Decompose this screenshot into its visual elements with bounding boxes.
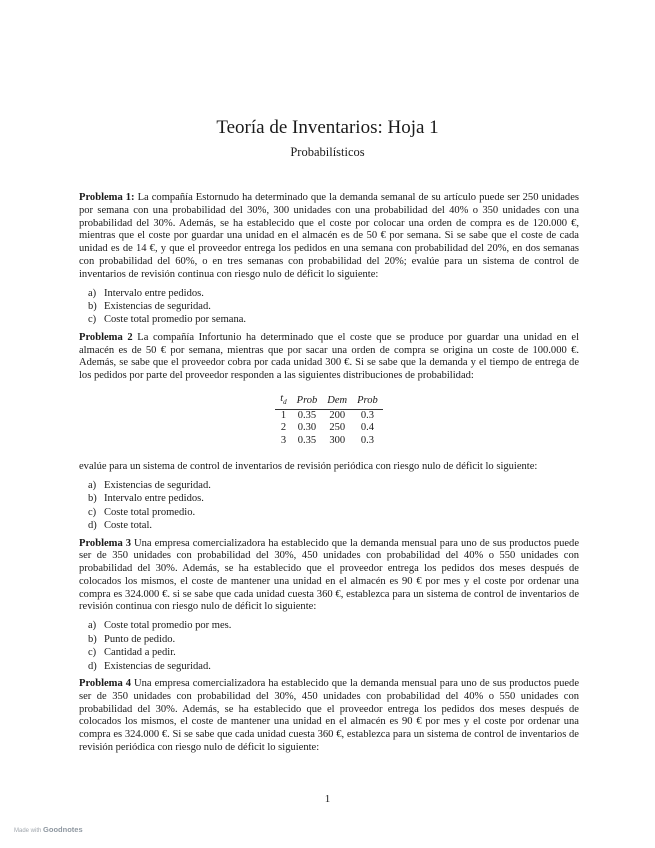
table-cell: 0.35: [297, 409, 317, 421]
problem-1-text: La compañía Estornudo ha determinado que la demanda semanal de su artículo puede ser 250 unidades por semana con una probabilidad del 30%, 300 unidades con una probabilidad del 40% o 350 unidades con una probabilidad del 30%. Además, se ha establecido que el coste por colocar una orden de compra es de 120.000 €, mientras que el coste por guardar una unidad en el almacén es de 50 € por semana. Si se sabe que el coste de cada unidad es de 14 €, y que el proveedor entrega los pedidos en una semana con probabilidad del 20%, en dos semanas con probabilidad del 60%, o en tres semanas con probabilidad del 20%; evalúe para un sistema de control de inventarios de revisión continua con riesgo nulo de déficit lo siguiente:: [79, 192, 579, 280]
problem-2-label: Problema 2: [79, 331, 133, 343]
badge-prefix: Made with: [14, 828, 42, 834]
problem-1: [79, 192, 579, 327]
problem-2-after-text: evalúe para un sistema de control de inventarios de revisión periódica con riesgo nulo de déficit lo siguiente:: [79, 461, 538, 473]
table-header-cell: $t_d$: [275, 393, 291, 409]
list-item-text: Intervalo entre pedidos.: [104, 493, 204, 505]
list-item-label: b): [88, 633, 97, 645]
list-item-label: c): [88, 647, 97, 659]
table-header-row: [275, 393, 383, 409]
document-title: Teoría de Inventarios: Hoja 1: [216, 117, 439, 138]
list-item-label: d): [88, 520, 97, 532]
table-cell: 0.3: [360, 409, 374, 421]
list-item-label: c): [88, 314, 97, 326]
list-item-text: Intervalo entre pedidos.: [104, 287, 204, 299]
table-cell: 0.35: [297, 434, 317, 446]
list-item: [88, 492, 579, 505]
table-header-subscript: d: [283, 398, 287, 407]
list-item-text: Existencias de seguridad.: [104, 660, 211, 672]
list-item-text: Coste total promedio.: [104, 506, 196, 518]
list-item-label: b): [88, 493, 97, 505]
problem-3: [79, 538, 579, 673]
list-item-text: Punto de pedido.: [104, 633, 176, 645]
problem-1-statement: [79, 192, 579, 282]
list-item: [88, 479, 579, 492]
list-item-label: c): [88, 506, 97, 518]
list-item: [88, 619, 579, 632]
table-cell: 0.3: [360, 434, 374, 446]
list-item-text: Cantidad a pedir.: [104, 647, 176, 659]
probability-table: [275, 393, 383, 447]
list-item-label: b): [88, 300, 97, 312]
document-subtitle: Probabilísticos: [290, 145, 365, 159]
list-item: [88, 519, 579, 532]
problem-3-statement: [79, 538, 579, 615]
table-cell: 0.30: [297, 422, 317, 434]
list-item-label: a): [88, 479, 97, 491]
list-item-text: Coste total promedio por mes.: [104, 620, 232, 632]
badge-brand: Goodnotes: [43, 825, 83, 834]
list-item-text: Existencias de seguridad.: [104, 479, 211, 491]
document-body: [79, 192, 579, 755]
list-item: [88, 287, 579, 300]
problem-3-label: Problema 3: [79, 537, 132, 549]
table-cell: 1: [280, 409, 287, 421]
problem-4-statement: [79, 678, 579, 755]
list-item: [88, 633, 579, 646]
list-item-text: Coste total.: [104, 520, 153, 532]
problem-2-text: La compañía Infortunio ha determinado que el coste que se produce por guardar una unidad en el almacén es de 50 € por semana, mientras que por sacar una orden de compra se origina un coste de 100.000 €. Además, se sabe que el proveedor cobra por cada unidad 300 €. Si se sabe que la demanda y el tiempo de entrega de los pedidos por parte del proveedor responden a las siguientes distribuciones de probabilidad:: [79, 331, 579, 382]
table-cell: 300: [329, 434, 346, 446]
list-item: [88, 646, 579, 659]
problem-2-statement: [79, 332, 579, 383]
list-item: [88, 506, 579, 519]
table-header-cell: Prob: [352, 393, 383, 409]
problem-2-list: [79, 479, 579, 533]
list-item: [88, 300, 579, 313]
problem-2: [79, 332, 579, 533]
table-row: [275, 435, 383, 448]
list-item-text: Coste total promedio por semana.: [104, 314, 247, 326]
problem-1-list: [79, 287, 579, 327]
list-item-label: a): [88, 620, 97, 632]
table-cell: 2: [280, 422, 287, 434]
table-cell: 3: [280, 434, 287, 446]
problem-4: [79, 678, 579, 755]
list-item-label: d): [88, 660, 97, 672]
problem-1-label: Problema 1:: [79, 192, 135, 203]
list-item: [88, 313, 579, 326]
list-item-text: Existencias de seguridad.: [104, 300, 211, 312]
problem-4-text: Una empresa comercializadora ha establecido que la demanda mensual para uno de sus productos puede ser de 350 unidades con probabilidad del 30%, 450 unidades con probabilidad del 40% o 550 unidades con probabilidad del 30%. Además, se ha establecido que el proveedor entrega los pedidos dos meses después de colocados los mismos, el coste de mantener una unidad en el almacén es 90 € por mes y el coste por ordenar una compra es 324.000 €. Si se sabe que cada unidad cuesta 360 €, establezca para un sistema de control de inventarios de revisión periódica con riesgo nulo de déficit lo siguiente:: [79, 677, 579, 753]
list-item: [88, 660, 579, 673]
goodnotes-badge: [14, 825, 83, 834]
table-row: [275, 422, 383, 435]
problem-4-label: Problema 4: [79, 677, 132, 689]
list-item-label: a): [88, 287, 97, 299]
problem-3-list: [79, 619, 579, 673]
table-header-cell: Dem: [322, 393, 352, 409]
table-cell: 250: [329, 422, 346, 434]
table-header-cell: Prob: [292, 393, 323, 409]
page-number: 1: [324, 793, 331, 805]
problem-3-text: Una empresa comercializadora ha establecido que la demanda mensual para uno de sus productos puede ser de 350 unidades con probabilidad del 30%, 450 unidades con probabilidad del 40% o 550 unidades con probabilidad del 30%. Además, se ha establecido que el proveedor entrega los pedidos dos meses después de colocados los mismos, el coste de mantener una unidad en el almacén es 90 € por mes y el coste por ordenar una compra es 324.000 €. si se sabe que cada unidad cuesta 360 €, establezca para un sistema de control de inventarios de revisión continua con riesgo nulo de déficit lo siguiente:: [79, 537, 579, 613]
table-cell: 200: [329, 409, 346, 421]
table-row: [275, 409, 383, 422]
table-cell: 0.4: [360, 422, 374, 434]
